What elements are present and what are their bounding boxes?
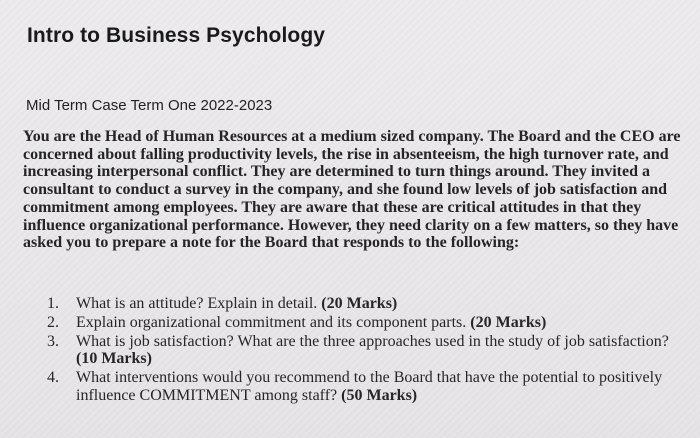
- question-text: [76, 295, 687, 313]
- question-prompt: What is an attitude? Explain in detail.: [76, 295, 318, 312]
- question-marks: (20 Marks): [321, 295, 398, 312]
- question-item: [47, 295, 687, 313]
- question-marks: (50 Marks): [341, 386, 418, 404]
- question-item: [47, 333, 687, 369]
- question-list: [47, 295, 687, 406]
- question-number: 4.: [47, 369, 59, 387]
- question-marks: (10 Marks): [76, 350, 152, 368]
- case-description: You are the Head of Human Resources at a medium sized company. The Board and the CEO are concerned about falling productivity levels, the rise in absenteeism, the high turnover rate, and increasing interpersonal conflict. They are determined to turn things around. They invited a consultant to conduct a survey in the company, and she found low levels of job satisfaction and commitment among employees. They are aware that these are critical attitudes in that they influence organizational performance. However, they need clarity on a few matters, so they have asked you to prepare a note for the Board that responds to the following:: [23, 128, 681, 252]
- document-title: Intro to Business Psychology: [27, 24, 326, 47]
- question-prompt: Explain organizational commitment and its component parts.: [76, 313, 467, 331]
- question-prompt: What interventions would you recommend to the Board that have the potential to positively influence COMMITMENT among staff?: [76, 369, 663, 404]
- question-text: [76, 333, 687, 369]
- question-prompt: What is job satisfaction? What are the three approaches used in the study of job satisfaction?: [76, 332, 669, 350]
- question-item: [47, 314, 687, 332]
- question-marks: (20 Marks): [470, 313, 547, 331]
- question-text: [76, 314, 687, 332]
- question-item: [47, 369, 687, 405]
- question-text: [76, 369, 687, 405]
- question-number: 3.: [47, 332, 59, 350]
- case-subtitle: Mid Term Case Term One 2022-2023: [26, 97, 273, 114]
- question-number: 2.: [47, 313, 59, 331]
- question-number: 1.: [47, 295, 59, 312]
